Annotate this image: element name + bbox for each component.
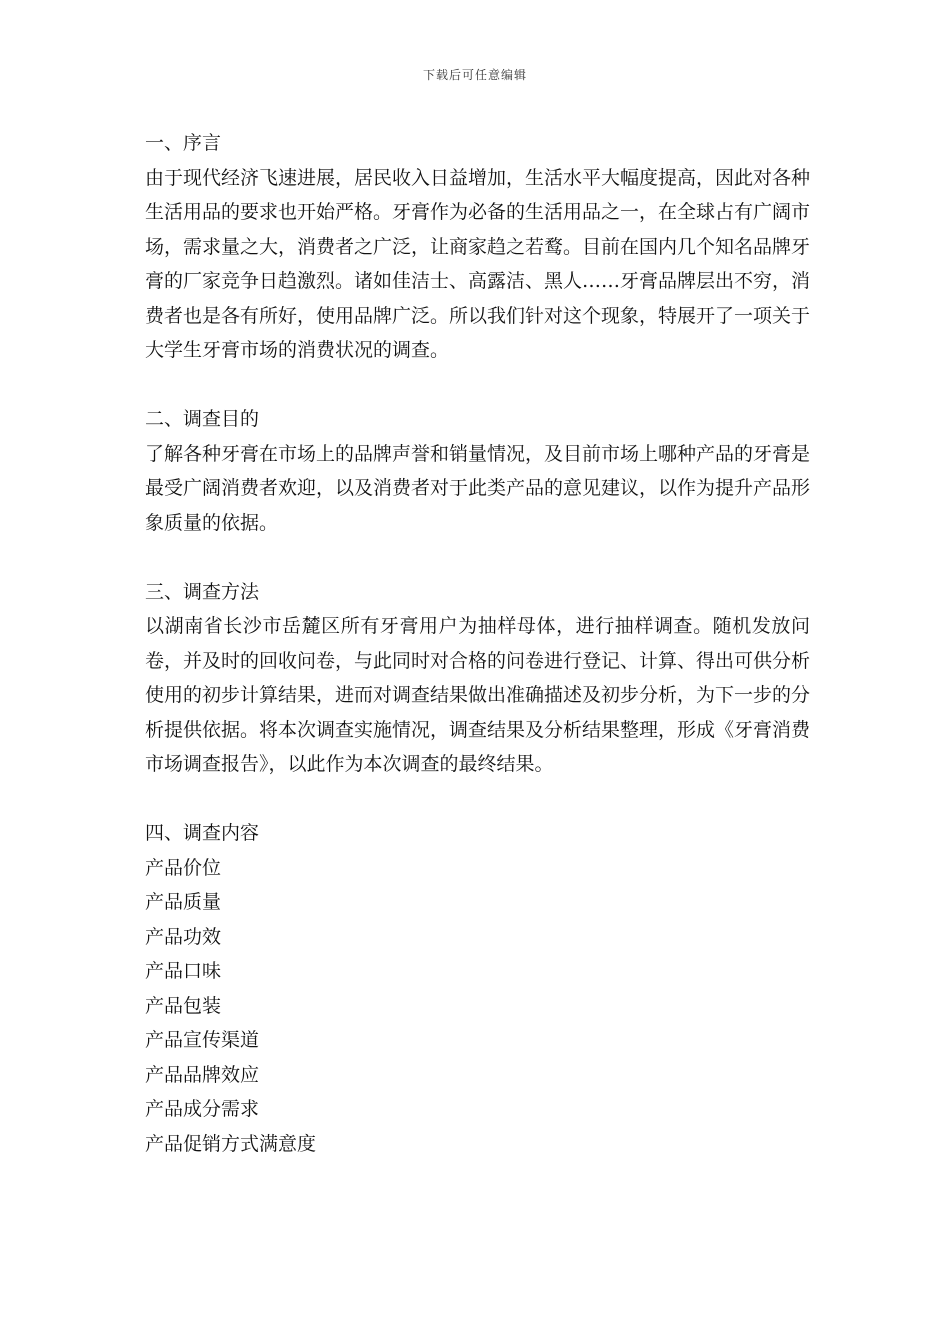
section-heading: 三、调查方法 — [145, 580, 260, 603]
list-item: 产品口味 — [145, 960, 222, 982]
section-heading: 一、序言 — [145, 132, 222, 154]
list-item: 产品价位 — [145, 856, 222, 879]
section-content — [145, 816, 810, 1161]
content-list — [145, 851, 810, 1162]
document-body — [145, 126, 810, 1161]
list-item: 产品包装 — [145, 994, 222, 1017]
list-item: 产品质量 — [145, 891, 222, 913]
list-item: 产品功效 — [145, 925, 222, 948]
list-item: 产品宣传渠道 — [145, 1029, 260, 1051]
section-heading: 二、调查目的 — [145, 408, 260, 430]
section-purpose — [145, 402, 810, 540]
section-heading: 四、调查内容 — [145, 822, 260, 844]
section-paragraph: 以湖南省长沙市岳麓区所有牙膏用户为抽样母体，进行抽样调查。随机发放问卷，并及时的回收问卷，与此同时对合格的问卷进行登记、计算、得出可供分析使用的初步计算结果，进而对调查结果做出准确描述及初步分析，为下一步的分析提供依据。将本次调查实施情况，调查结果及分析结果整理，形成《牙膏消费市场调查报告》，以此作为本次调查的最终结果。 — [145, 615, 811, 775]
section-preface — [145, 126, 810, 368]
section-method — [145, 575, 810, 782]
list-item: 产品品牌效应 — [145, 1063, 260, 1086]
section-paragraph: 由于现代经济飞速进展，居民收入日益增加，生活水平大幅度提高，因此对各种生活用品的要求也开始严格。牙膏作为必备的生活用品之一，在全球占有广阔市场，需求量之大，消费者之广泛，让商家趋之若鹜。目前在国内几个知名品牌牙膏的厂家竞争日趋激烈。诸如佳洁士、高露洁、黑人……牙膏品牌层出不穷，消费者也是各有所好，使用品牌广泛。所以我们针对这个现象，特展开了一项关于大学生牙膏市场的消费状况的调查。 — [145, 166, 811, 361]
list-item: 产品成分需求 — [145, 1098, 260, 1120]
page-header-note: 下载后可任意编辑 — [422, 68, 527, 82]
section-paragraph: 了解各种牙膏在市场上的品牌声誉和销量情况，及目前市场上哪种产品的牙膏是最受广阔消费者欢迎，以及消费者对于此类产品的意见建议，以作为提升产品形象质量的依据。 — [145, 442, 811, 534]
list-item: 产品促销方式满意度 — [145, 1132, 317, 1155]
